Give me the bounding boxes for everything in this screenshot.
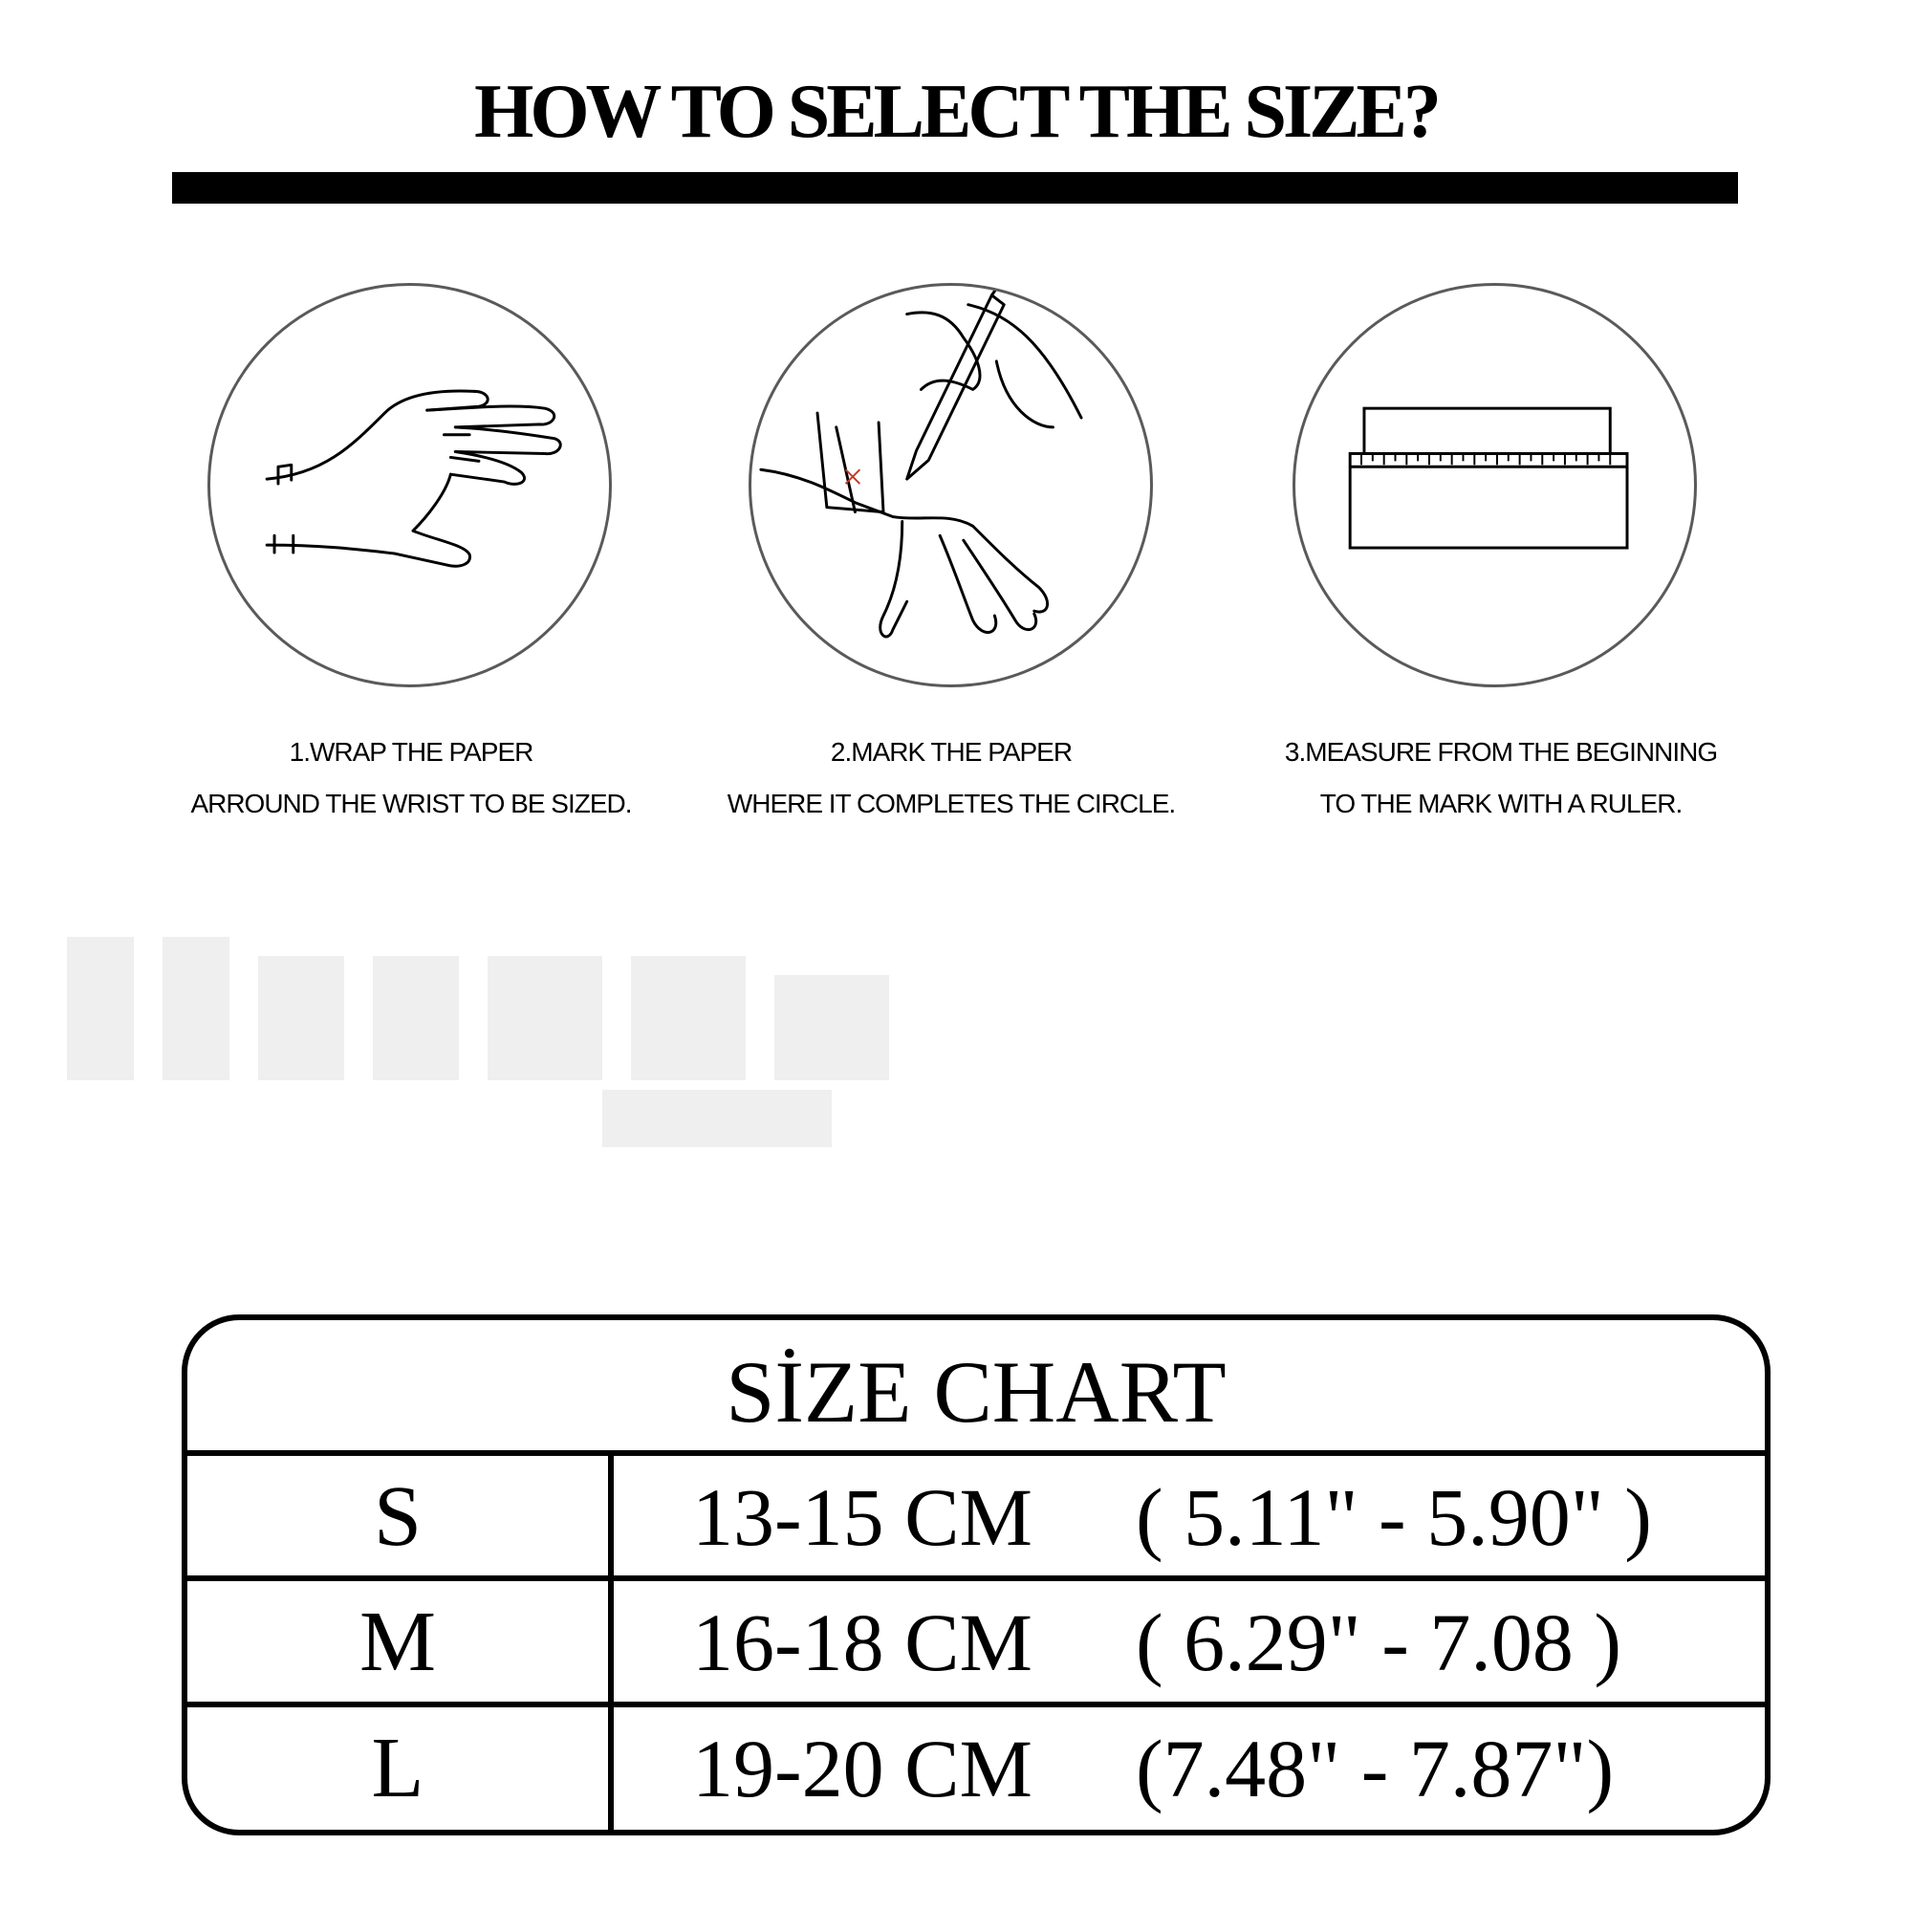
size-inch-range: ( 5.11" - 5.90" ) <box>1136 1471 1652 1563</box>
step-1-line-1: 1.WRAP THE PAPER <box>289 737 533 767</box>
step-3-caption <box>1243 727 1759 830</box>
step-3-line-2: TO THE MARK WITH A RULER. <box>1319 789 1683 818</box>
size-inch-range: ( 6.29" - 7.08 ) <box>1136 1596 1622 1688</box>
size-label: L <box>371 1721 424 1815</box>
step-3-illustration <box>1293 283 1697 687</box>
table-row <box>187 1702 1765 1835</box>
step-2-caption <box>707 727 1195 830</box>
table-row <box>187 1575 1765 1698</box>
step-2-line-2: WHERE IT COMPLETES THE CIRCLE. <box>727 789 1176 818</box>
size-chart-table <box>182 1314 1771 1835</box>
step-1-line-2: ARROUND THE WRIST TO BE SIZED. <box>190 789 632 818</box>
step-1-illustration <box>207 283 612 687</box>
size-cm-range: 16-18 CM <box>692 1596 1032 1688</box>
size-chart-title: SİZE CHART <box>726 1343 1227 1441</box>
mark-paper-icon <box>751 286 1150 684</box>
title-divider <box>172 172 1738 204</box>
step-3-line-1: 3.MEASURE FROM THE BEGINNING <box>1284 737 1718 767</box>
page-title: HOW TO SELECT THE SIZE? <box>474 70 1438 154</box>
wrist-wrap-icon <box>210 286 609 684</box>
step-2-line-1: 2.MARK THE PAPER <box>830 737 1073 767</box>
size-label: S <box>373 1469 423 1564</box>
step-2-illustration <box>749 283 1153 687</box>
size-cm-range: 13-15 CM <box>692 1471 1032 1563</box>
size-inch-range: (7.48" - 7.87") <box>1136 1723 1615 1814</box>
watermark-logo <box>67 918 1004 1166</box>
column-divider <box>608 1450 614 1835</box>
size-cm-range: 19-20 CM <box>692 1723 1032 1814</box>
step-1-caption <box>163 727 660 830</box>
table-row <box>187 1450 1765 1573</box>
size-label: M <box>358 1595 437 1689</box>
ruler-icon <box>1295 286 1694 684</box>
